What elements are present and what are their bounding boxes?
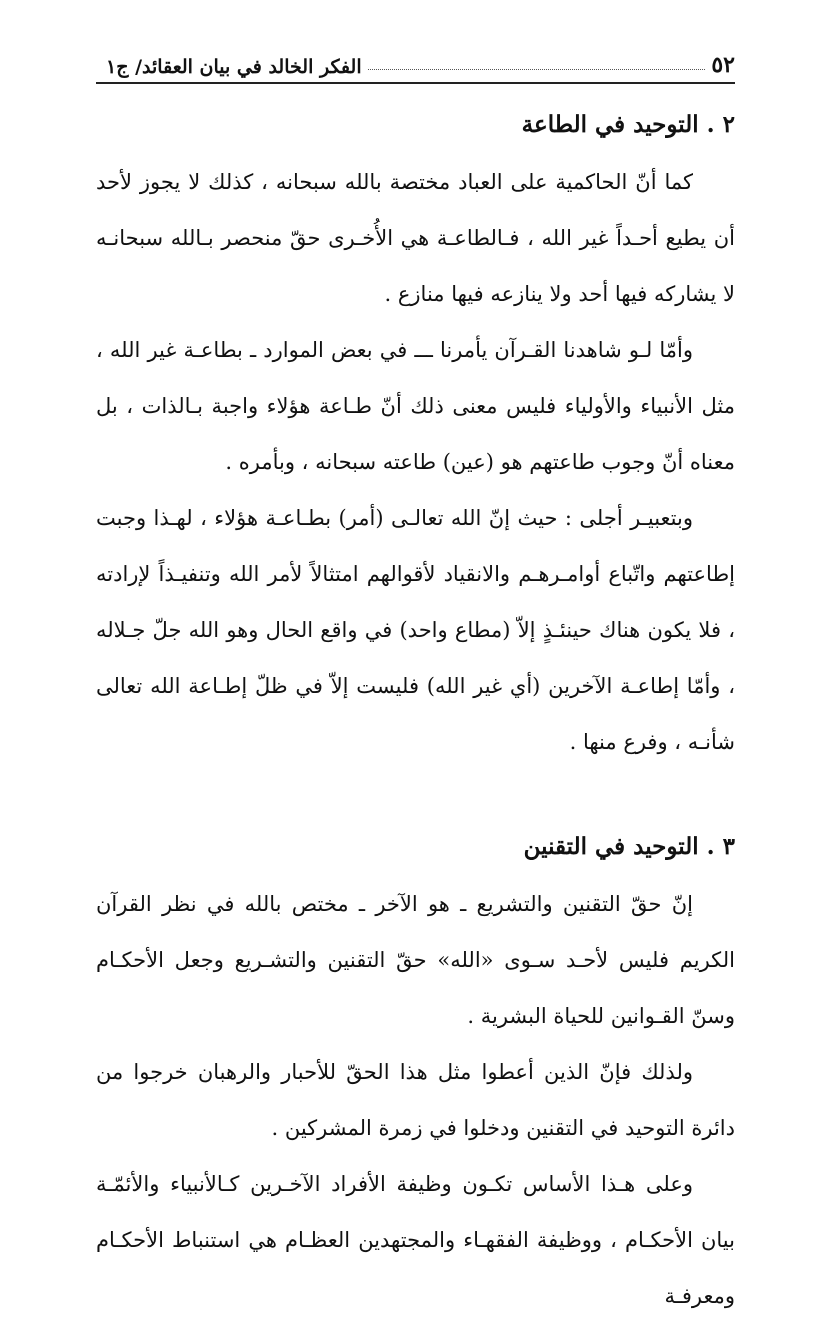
section-obedience xyxy=(96,96,735,770)
section-heading: ٣ . التوحيد في التقنين xyxy=(523,833,735,860)
paragraph: وعلى هـذا الأساس تكـون وظيفة الأفراد الآخـرين كـالأنبياء والأئمّـة بيان الأحكـام ، ووظيفة الفقهـاء والمجتهدين العظـام هي استنباط الأحكـام ومعرفـة xyxy=(96,1172,735,1308)
section-heading: ٢ . التوحيد في الطاعة xyxy=(521,111,735,138)
paragraph: كما أنّ الحاكمية على العباد مختصة بالله سبحانه ، كذلك لا يجوز لأحد أن يطيع أحـداً غير الله ، فـالطاعـة هي الأُخـرى حقّ منحصر بـالله سبحانـه لا يشاركه فيها أحد ولا ينازعه فيها منازع . xyxy=(96,170,735,306)
header-dotted-leader xyxy=(368,69,706,70)
paragraph: ولذلك فإنّ الذين أعطوا مثل هذا الحقّ للأحبار والرهبان خرجوا من دائرة التوحيد في التقنين ودخلوا في زمرة المشركين . xyxy=(96,1060,735,1140)
paragraph: وأمّا لـو شاهدنا القـرآن يأمرنا ـــ في بعض الموارد ـ بطاعـة غير الله ، مثل الأنبياء والأولياء فليس معنى ذلك أنّ طـاعة هؤلاء واجبة بـالذات ، بل معناه أنّ وجوب طاعتهم هو (عين) طاعته سبحانه ، وبأمره . xyxy=(96,338,735,474)
page-header xyxy=(96,40,735,84)
page-number: ٥٢ xyxy=(711,52,735,78)
section-legislation xyxy=(96,818,735,1324)
page-body xyxy=(96,96,735,1324)
paragraph: إنّ حقّ التقنين والتشريع ـ هو الآخر ـ مختص بالله في نظر القرآن الكريم فليس لأحـد سـوى «الله» حقّ التقنين والتشـريع وجعل الأحكـام وسنّ القـوانين للحياة البشرية . xyxy=(96,892,735,1028)
section-spacer xyxy=(96,770,735,818)
paragraph: وبتعبيـر أجلى : حيث إنّ الله تعالـى (أمر) بطـاعـة هؤلاء ، لهـذا وجبت إطاعتهم واتّباع أوامـرهـم والانقياد لأقوالهم امتثالاً لأمر الله وتنفيـذاً لإرادته ، فلا يكون هناك حينئـذٍ إلاّ (مطاع واحد) في واقع الحال وهو الله جلّ جـلاله ، وأمّا إطاعـة الآخرين (أي غير الله) فليست إلاّ في ظلّ إطـاعة الله تعالى شأنـه ، وفرع منها . xyxy=(96,506,735,754)
running-title: الفكر الخالد في بيان العقائد/ ج١ xyxy=(106,56,362,78)
